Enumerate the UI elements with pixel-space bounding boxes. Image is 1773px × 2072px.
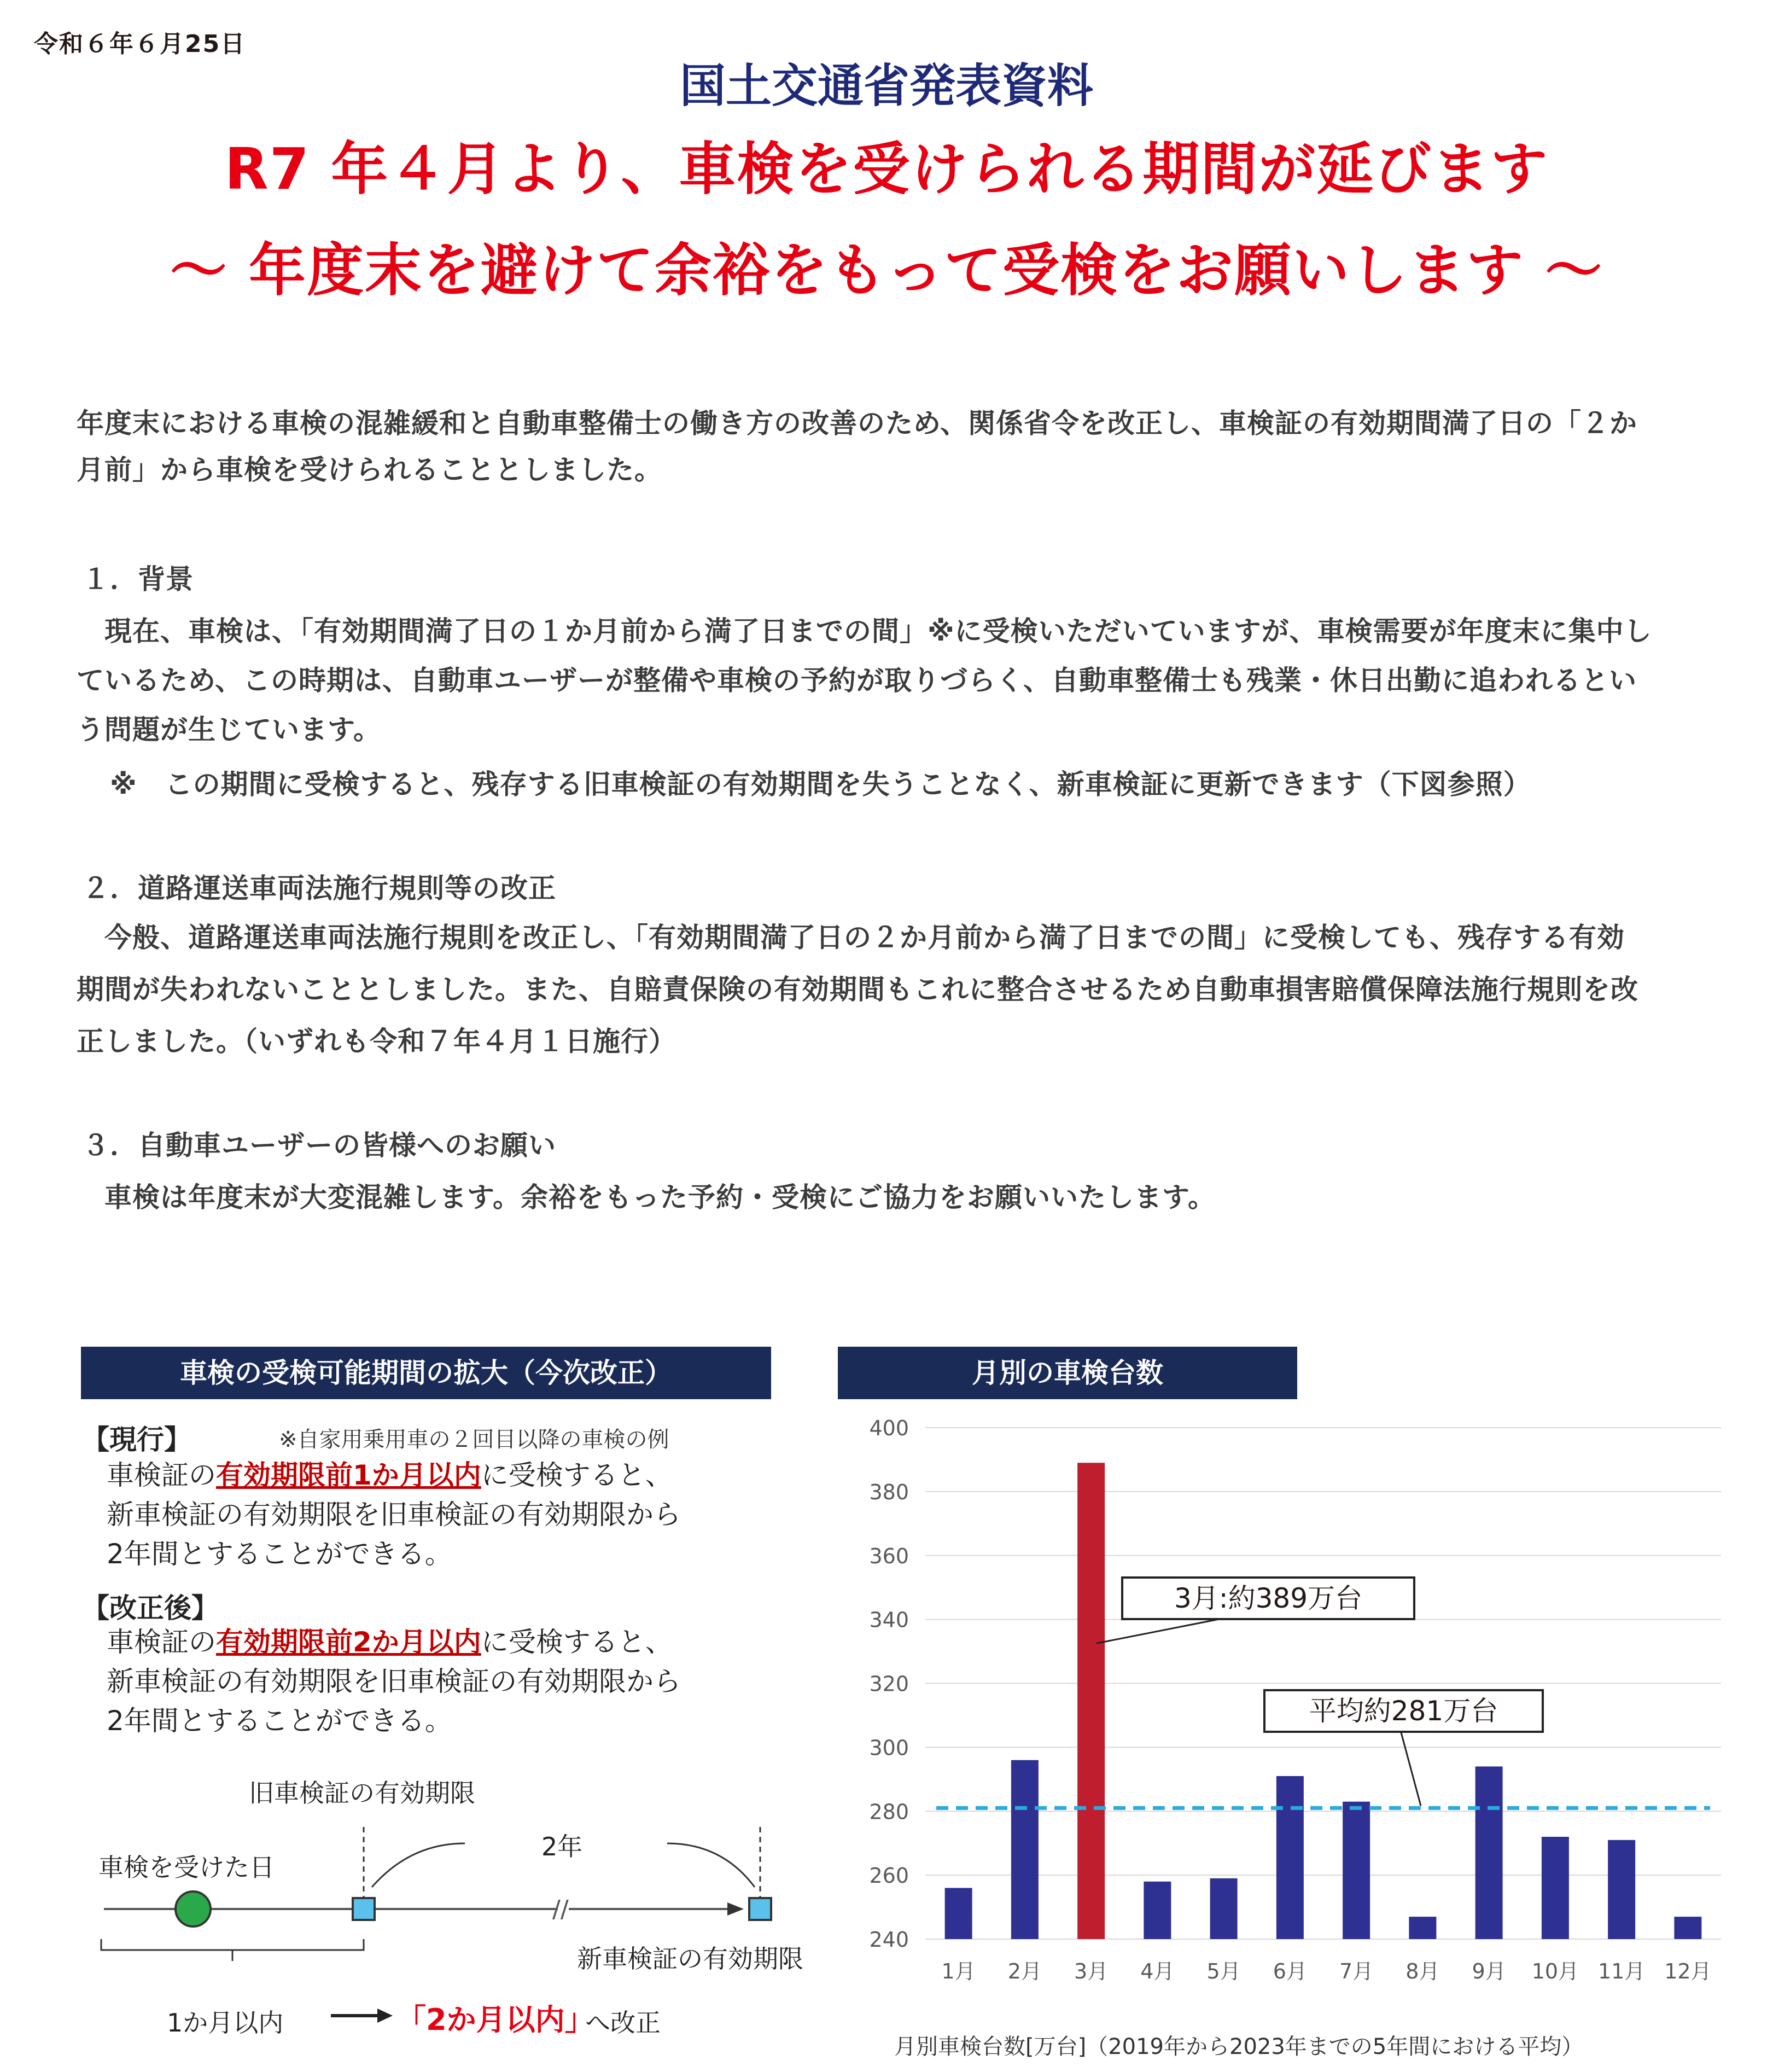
x-tick-label: 5月: [1206, 1959, 1241, 1983]
one-month-label: 1か月以内: [167, 2008, 284, 2038]
section-2-line-3: 正しました。（いずれも令和７年４月１日施行）: [77, 1026, 676, 1057]
y-tick-label: 240: [869, 1928, 909, 1952]
average-annotation-box: 平均約281万台: [1263, 1689, 1544, 1733]
revised-line-1: 車検証の有効期限前2か月以内に受検すると、: [107, 1626, 673, 1658]
bar-3: [1077, 1463, 1105, 1939]
bar-9: [1475, 1766, 1503, 1939]
current-line-1: 車検証の有効期限前1か月以内に受検すると、: [107, 1459, 673, 1491]
x-tick-label: 9月: [1472, 1959, 1506, 1983]
y-tick-label: 300: [869, 1736, 909, 1760]
x-tick-label: 8月: [1405, 1959, 1440, 1983]
y-tick-label: 340: [869, 1608, 909, 1632]
timeline-break-mark: //: [552, 1895, 569, 1923]
section-3-line-1: 車検は年度末が大変混雑します。余裕をもった予約・受検にご協力をお願いいたします。: [77, 1181, 1216, 1213]
y-tick-label: 400: [869, 1416, 909, 1440]
current-line-3: 2年間とすることができる。: [107, 1538, 452, 1570]
y-tick-label: 280: [869, 1800, 909, 1824]
section-2-line-1: 今般、道路運送車両法施行規則を改正し、「有効期間満了日の２か月前から満了日までの間」に受検しても、残存する有効: [77, 922, 1625, 953]
page-title: R7 年４月より、車検を受けられる期間が延びます: [224, 136, 1549, 202]
current-period-highlight: 有効期限前1か月以内: [216, 1459, 481, 1491]
bar-11: [1608, 1840, 1635, 1939]
y-tick-label: 360: [869, 1544, 909, 1568]
intro-line-2: 月前」から車検を受けられることとしました。: [77, 454, 662, 486]
march-annotation-box: 3月:約389万台: [1121, 1576, 1415, 1620]
bar-10: [1542, 1837, 1569, 1939]
old-expiry-marker: [353, 1898, 375, 1920]
press-release-label: 国土交通省発表資料: [679, 59, 1093, 113]
revised-label: 【改正後】: [82, 1592, 219, 1624]
revised-line-2: 新車検証の有効期限を旧車検証の有効期限から: [107, 1666, 681, 1697]
section-1-line-1: 現在、車検は、「有効期間満了日の１か月前から満了日までの間」※に受検いただいていますが、車検需要が年度末に集中し: [77, 615, 1652, 647]
y-tick-label: 260: [869, 1864, 909, 1888]
inspection-day-label: 車検を受けた日: [98, 1853, 275, 1882]
new-expiry-marker: [749, 1898, 771, 1920]
bar-5: [1210, 1878, 1238, 1939]
one-month-bracket: [101, 1939, 364, 1961]
section-1-line-2: ているため、この時期は、自動車ユーザーが整備や車検の予約が取りづらく、自動車整備士も残業・休日出勤に追われるとい: [77, 665, 1637, 696]
right-panel-title-band: 月別の車検台数: [838, 1347, 1297, 1399]
two-year-arc-left: [372, 1843, 465, 1887]
release-date: 令和６年６月25日: [34, 30, 246, 58]
bar-6: [1276, 1776, 1304, 1939]
page-subtitle: ～ 年度末を避けて余裕をもって受検をお願いします ～: [170, 237, 1603, 304]
old-expiry-label: 旧車検証の有効期限: [249, 1778, 475, 1808]
revised-suffix-label: へ改正: [585, 2008, 661, 2038]
two-year-arc-right: [667, 1843, 755, 1887]
march-leader-line: [1097, 1617, 1230, 1643]
x-tick-label: 3月: [1074, 1959, 1109, 1983]
x-tick-label: 7月: [1339, 1959, 1374, 1983]
y-tick-label: 320: [869, 1672, 909, 1696]
revised-period-label: 「2か月以内」: [396, 2003, 594, 2037]
current-note: ※自家用乗用車の２回目以降の車検の例: [279, 1427, 669, 1452]
chart-caption: 月別車検台数[万台]（2019年から2023年までの5年間における平均）: [894, 2034, 1584, 2059]
x-tick-label: 1月: [941, 1959, 976, 1983]
current-label: 【現行】: [82, 1424, 191, 1456]
x-tick-label: 10月: [1531, 1959, 1579, 1983]
x-tick-label: 12月: [1664, 1959, 1712, 1983]
new-expiry-label: 新車検証の有効期限: [577, 1944, 803, 1974]
bar-8: [1409, 1917, 1436, 1939]
bar-2: [1011, 1760, 1039, 1939]
x-tick-label: 2月: [1007, 1959, 1042, 1983]
section-2-line-2: 期間が失われないこととしました。また、自賠責保険の有効期間もこれに整合させるため自動車損害賠償保障法施行規則を改: [77, 974, 1638, 1005]
intro-line-1: 年度末における車検の混雑緩和と自動車整備士の働き方の改善のため、関係省令を改正し、車検証の有効期間満了日の「２か: [77, 408, 1637, 439]
revision-arrow-head: [377, 2009, 393, 2023]
section-1-note: ※ この期間に受検すると、残存する旧車検証の有効期間を失うことなく、新車検証に更新できます（下図参照）: [82, 769, 1531, 800]
bar-7: [1343, 1802, 1370, 1939]
inspection-day-marker: [176, 1891, 211, 1927]
revised-line-3: 2年間とすることができる。: [107, 1705, 452, 1737]
revised-period-highlight: 有効期限前2か月以内: [216, 1626, 481, 1658]
section-2-heading: ２．道路運送車両法施行規則等の改正: [82, 872, 556, 904]
two-years-label: 2年: [541, 1832, 583, 1861]
section-1-heading: １．背景: [82, 563, 194, 595]
x-tick-label: 11月: [1597, 1959, 1646, 1983]
current-line-2: 新車検証の有効期限を旧車検証の有効期限から: [107, 1499, 681, 1530]
bar-12: [1674, 1917, 1701, 1939]
bar-4: [1144, 1882, 1171, 1939]
x-tick-label: 4月: [1140, 1959, 1175, 1983]
section-3-heading: ３．自動車ユーザーの皆様へのお願い: [82, 1130, 556, 1161]
timeline-arrowhead: [727, 1902, 744, 1916]
section-1-line-3: う問題が生じています。: [77, 714, 381, 746]
x-tick-label: 6月: [1273, 1959, 1307, 1983]
left-panel-title-band: 車検の受検可能期間の拡大（今次改正）: [81, 1347, 771, 1399]
y-tick-label: 380: [869, 1480, 909, 1504]
average-leader-line: [1400, 1728, 1421, 1806]
bar-1: [945, 1888, 972, 1940]
